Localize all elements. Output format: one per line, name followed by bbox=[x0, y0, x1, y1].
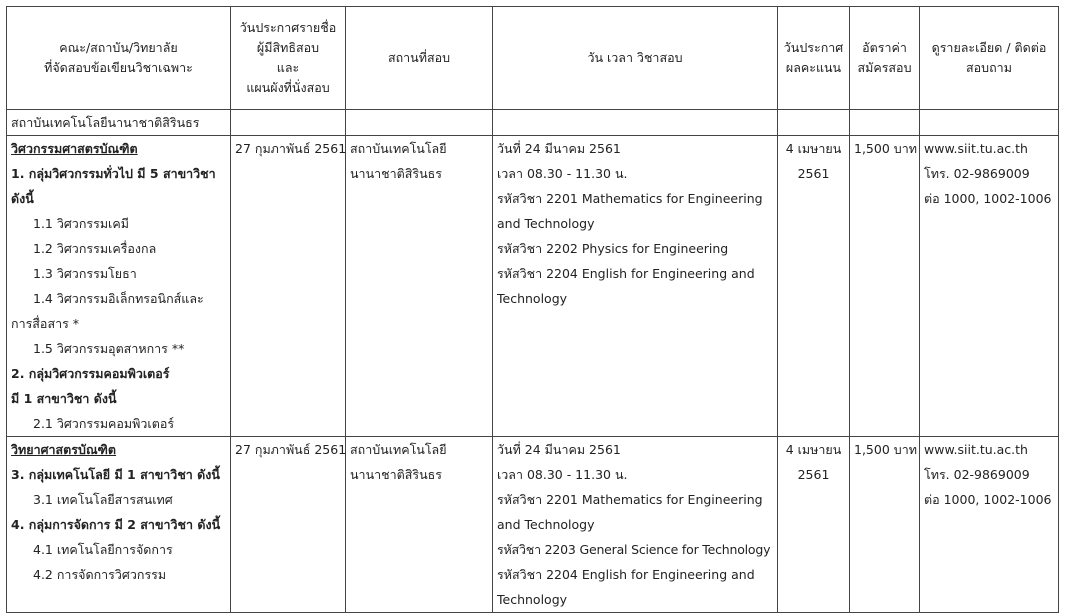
list-item: 4.1 เทคโนโลยีการจัดการ bbox=[33, 542, 173, 557]
degree-title: วิศวกรรมศาสตรบัณฑิต bbox=[11, 141, 138, 156]
list-item: 1.5 วิศวกรรมอุตสาหการ ** bbox=[33, 341, 185, 356]
exam-schedule-table bbox=[6, 6, 1059, 613]
score-date-cell: 4 เมษายน 2561 bbox=[778, 136, 850, 437]
header-announce: วันประกาศรายชื่อ ผู้มีสิทธิสอบ และ แผนผังที่นั่งสอบ bbox=[231, 7, 346, 110]
list-item-continued: การสื่อสาร * bbox=[11, 316, 80, 331]
header-venue: สถานที่สอบ bbox=[346, 7, 493, 110]
extension-text: ต่อ 1000, 1002-1006 bbox=[924, 191, 1052, 206]
announce-date-cell: 27 กุมภาพันธ์ 2561 bbox=[231, 437, 346, 613]
fee-cell: 1,500 บาท bbox=[850, 437, 920, 613]
contact-cell bbox=[920, 136, 1059, 437]
list-item: 1.2 วิศวกรรมเครื่องกล bbox=[33, 241, 157, 256]
group-title: มี 1 สาขาวิชา ดังนี้ bbox=[11, 391, 117, 406]
list-item: 1.3 วิศวกรรมโยธา bbox=[33, 266, 137, 281]
schedule-cell: วันที่ 24 มีนาคม 2561 เวลา 08.30 - 11.30 น. รหัสวิชา 2201 Mathematics for Engineering and Technology รหัสวิชา 2202 Physics for Engineering รหัสวิชา 2204 English for Engineering and Technology bbox=[493, 136, 778, 437]
list-item: 2.1 วิศวกรรมคอมพิวเตอร์ bbox=[33, 416, 175, 431]
list-item: 3.1 เทคโนโลยีสารสนเทศ bbox=[33, 492, 173, 507]
list-item: 1.4 วิศวกรรมอิเล็กทรอนิกส์และ bbox=[33, 291, 204, 306]
group-title: 4. กลุ่มการจัดการ มี 2 สาขาวิชา ดังนี้ bbox=[11, 517, 221, 532]
announce-date-cell: 27 กุมภาพันธ์ 2561 bbox=[231, 136, 346, 437]
table-row bbox=[7, 437, 1059, 613]
schedule-cell: วันที่ 24 มีนาคม 2561 เวลา 08.30 - 11.30 น. รหัสวิชา 2201 Mathematics for Engineering and Technology รหัสวิชา 2203 General Science for Technology รหัสวิชา 2204 English for Engineering and Technology bbox=[493, 437, 778, 613]
list-item: 1.1 วิศวกรรมเคมี bbox=[33, 216, 129, 231]
list-item: 4.2 การจัดการวิศวกรรม bbox=[33, 567, 167, 582]
header-contact: ดูรายละเอียด / ติดต่อ สอบถาม bbox=[920, 7, 1059, 110]
contact-cell bbox=[920, 437, 1059, 613]
header-score-date: วันประกาศ ผลคะแนน bbox=[778, 7, 850, 110]
degree-title: วิทยาศาสตรบัณฑิต bbox=[11, 442, 117, 457]
group-title: 3. กลุ่มเทคโนโลยี มี 1 สาขาวิชา ดังนี้ bbox=[11, 467, 220, 482]
website-link[interactable]: www.siit.tu.ac.th bbox=[924, 141, 1028, 156]
program-cell bbox=[7, 136, 231, 437]
institute-row bbox=[7, 110, 1059, 136]
header-faculty: คณะ/สถาบัน/วิทยาลัย ที่จัดสอบข้อเขียนวิชาเฉพาะ bbox=[7, 7, 231, 110]
exam-schedule-document bbox=[6, 6, 1059, 613]
group-title: ดังนี้ bbox=[11, 191, 34, 206]
extension-text: ต่อ 1000, 1002-1006 bbox=[924, 492, 1052, 507]
venue-cell: สถาบันเทคโนโลยี นานาชาติสิรินธร bbox=[346, 136, 493, 437]
fee-cell: 1,500 บาท bbox=[850, 136, 920, 437]
header-schedule: วัน เวลา วิชาสอบ bbox=[493, 7, 778, 110]
website-link[interactable]: www.siit.tu.ac.th bbox=[924, 442, 1028, 457]
institute-name: สถาบันเทคโนโลยีนานาชาติสิรินธร bbox=[7, 110, 231, 136]
table-row bbox=[7, 136, 1059, 437]
header-fee: อัตราค่า สมัครสอบ bbox=[850, 7, 920, 110]
group-title: 2. กลุ่มวิศวกรรมคอมพิวเตอร์ bbox=[11, 366, 170, 381]
program-cell bbox=[7, 437, 231, 613]
venue-cell: สถาบันเทคโนโลยี นานาชาติสิรินธร bbox=[346, 437, 493, 613]
phone-text: โทร. 02-9869009 bbox=[924, 166, 1030, 181]
group-title: 1. กลุ่มวิศวกรรมทั่วไป มี 5 สาขาวิชา bbox=[11, 166, 216, 181]
score-date-cell: 4 เมษายน 2561 bbox=[778, 437, 850, 613]
header-row bbox=[7, 7, 1059, 110]
phone-text: โทร. 02-9869009 bbox=[924, 467, 1030, 482]
